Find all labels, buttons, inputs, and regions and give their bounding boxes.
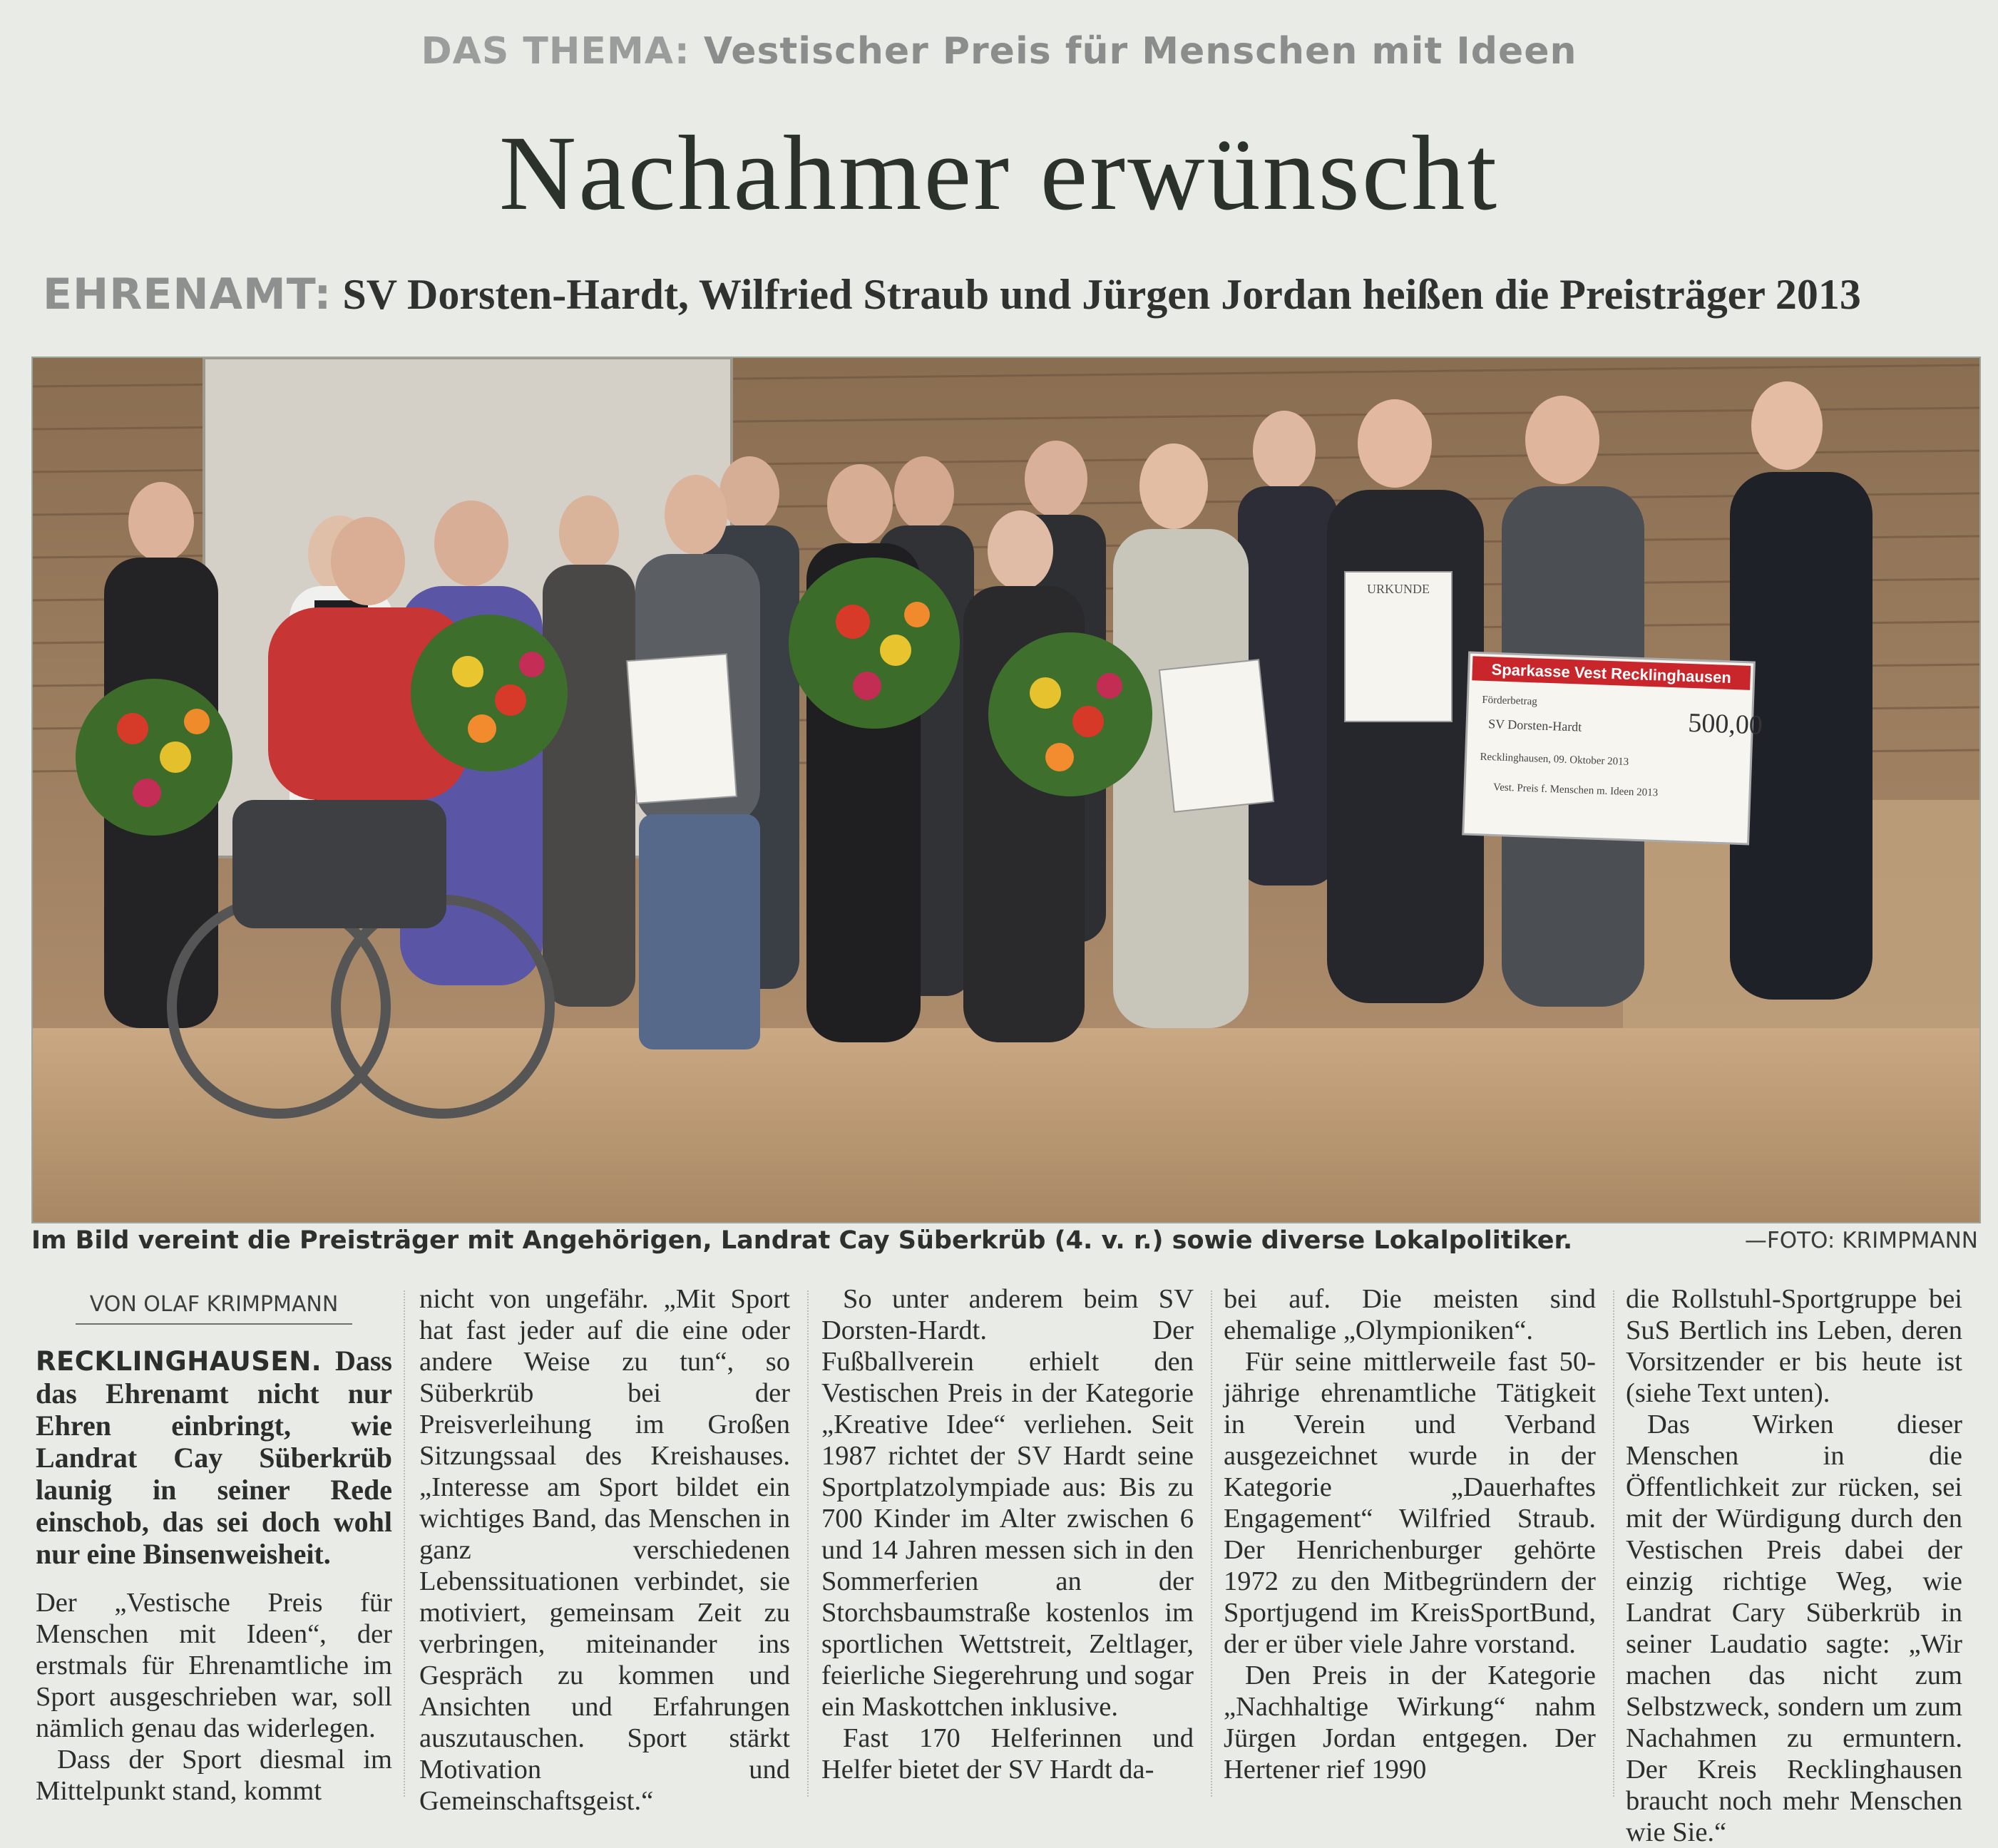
check-bank-name: Sparkasse Vest Recklinghausen [1491,660,1732,687]
dateline: RECKLINGHAUSEN. [36,1346,322,1377]
certificate-title: URKUNDE [1367,582,1430,596]
photo-credit: —FOTO: KRIMPMANN [1744,1228,1978,1253]
subheadline [43,270,1969,319]
article-column-1 [36,1283,392,1806]
lead-paragraph [36,1345,392,1570]
kicker-text: Vestischer Preis für Menschen mit Ideen [703,30,1577,73]
topic-kicker [0,30,1998,73]
lead-text: Dass das Ehrenamt nicht nur Ehren einbringt, wie Landrat Cay Süberkrüb launig in seiner Rede einschob, das sei doch wohl nur eine Binsenweisheit. [36,1345,392,1570]
caption-text: Im Bild vereint die Preisträger mit Angehörigen, Landrat Cay Süberkrüb (4. v. r.) sowie diverse Lokalpolitiker. [31,1226,1573,1255]
group-photo [31,356,1981,1223]
paragraph: die Rollstuhl-Sportgruppe bei SuS Bertlich ins Leben, deren Vorsitzender er bis heute ist (siehe Text unten). [1626,1284,1962,1408]
column-rule [807,1290,809,1797]
column-rule [1613,1290,1614,1797]
check-amount: 500,00 [1687,707,1763,741]
paragraph: bei auf. Die meisten sind ehemalige „Olympioniken“. [1224,1284,1596,1345]
check-line-3: Recklinghausen, 09. Oktober 2013 [1480,751,1629,768]
paragraph: Fast 170 Helferinnen und Helfer bietet der SV Hardt da- [821,1723,1194,1785]
paragraph: So unter anderem beim SV Dorsten-Hardt. Der Fußballverein erhielt den Vestischen Preis in der Kategorie „Kreative Idee“ verliehen. Seit 1987 richtet der SV Hardt seine Sportplatzolympiade aus: Bis zu 700 Kinder im Alter zwischen 6 und 14 Jahren messen sich in den Sommerferien an der Storchsbaumstraße kostenlos im sportlichen Wettstreit, Zeltlager, feierliche Siegerehrung und sogar ein Maskottchen inklusive. [821,1284,1194,1722]
article-column-4 [1224,1283,1596,1797]
kicker-lead: DAS THEMA: [421,30,690,73]
paragraph: Den Preis in der Kategorie „Nachhaltige Wirkung“ nahm Jürgen Jordan entgegen. Der Hertener rief 1990 [1224,1660,1596,1785]
subhead-text: SV Dorsten-Hardt, Wilfried Straub und Jürgen Jordan heißen die Preisträger 2013 [342,271,1861,318]
article-column-5 [1626,1283,1962,1847]
byline: VON OLAF KRIMPMANN [76,1289,352,1325]
paragraph: Für seine mittlerweile fast 50-jährige ehrenamtliche Tätigkeit in Verein und Verband ausgezeichnet wurde in der Kategorie „Dauerhaftes Engagement“ Wilfried Straub. Der Henrichenburger gehörte 1972 zu den Mitbegründern der Sportjugend im KreisSportBund, der er über viele Jahre vorstand. [1224,1347,1596,1659]
subhead-lead: EHRENAMT: [43,270,332,319]
photo-caption [31,1226,1978,1269]
paragraph: nicht von ungefähr. „Mit Sport hat fast jeder auf die eine oder andere Weise zu tun“, so Süberkrüb bei der Preisverleihung im Großen Sitzungssaal des Kreishauses. „Interesse am Sport bildet ein wichtiges Band, das Menschen in ganz verschiedenen Lebenssituationen verbindet, sie motiviert, gemeinsam Zeit zu verbringen, miteinander ins Gespräch zu kommen und Ansichten und Erfahrungen auszutauschen. Sport stärkt Motivation und Gemeinschaftsgeist.“ [419,1284,790,1816]
article-column-3 [821,1283,1194,1797]
column-rule [404,1290,405,1797]
article-column-2 [419,1283,790,1816]
paragraph: Dass der Sport diesmal im Mittelpunkt stand, kommt [36,1745,392,1806]
check-line-4: Vest. Preis f. Menschen m. Ideen 2013 [1492,781,1659,799]
check-line-2: SV Dorsten-Hardt [1487,717,1582,734]
column-rule [1211,1290,1212,1797]
group-photo-illustration [33,358,1979,1222]
paragraph: Das Wirken dieser Menschen in die Öffentlichkeit zur rücken, sei mit der Würdigung durch den Vestischen Preis dabei der einzig richtige Weg, wie Landrat Cary Süberkrüb in seiner Laudatio sagte: „Wir machen das nicht zum Selbstzweck, sondern um zum Nachahmen zu ermuntern. Der Kreis Recklinghausen braucht noch mehr Menschen wie Sie.“ [1626,1410,1962,1847]
presentation-check [1463,652,1765,844]
check-line-1: Förderbetrag [1482,694,1538,708]
paragraph: Der „Vestische Preis für Menschen mit Ideen“, der erstmals für Ehrenamtliche im Sport ausgeschrieben war, soll nämlich genau das widerlegen. [36,1588,392,1743]
headline: Nachahmer erwünscht [498,114,1500,232]
